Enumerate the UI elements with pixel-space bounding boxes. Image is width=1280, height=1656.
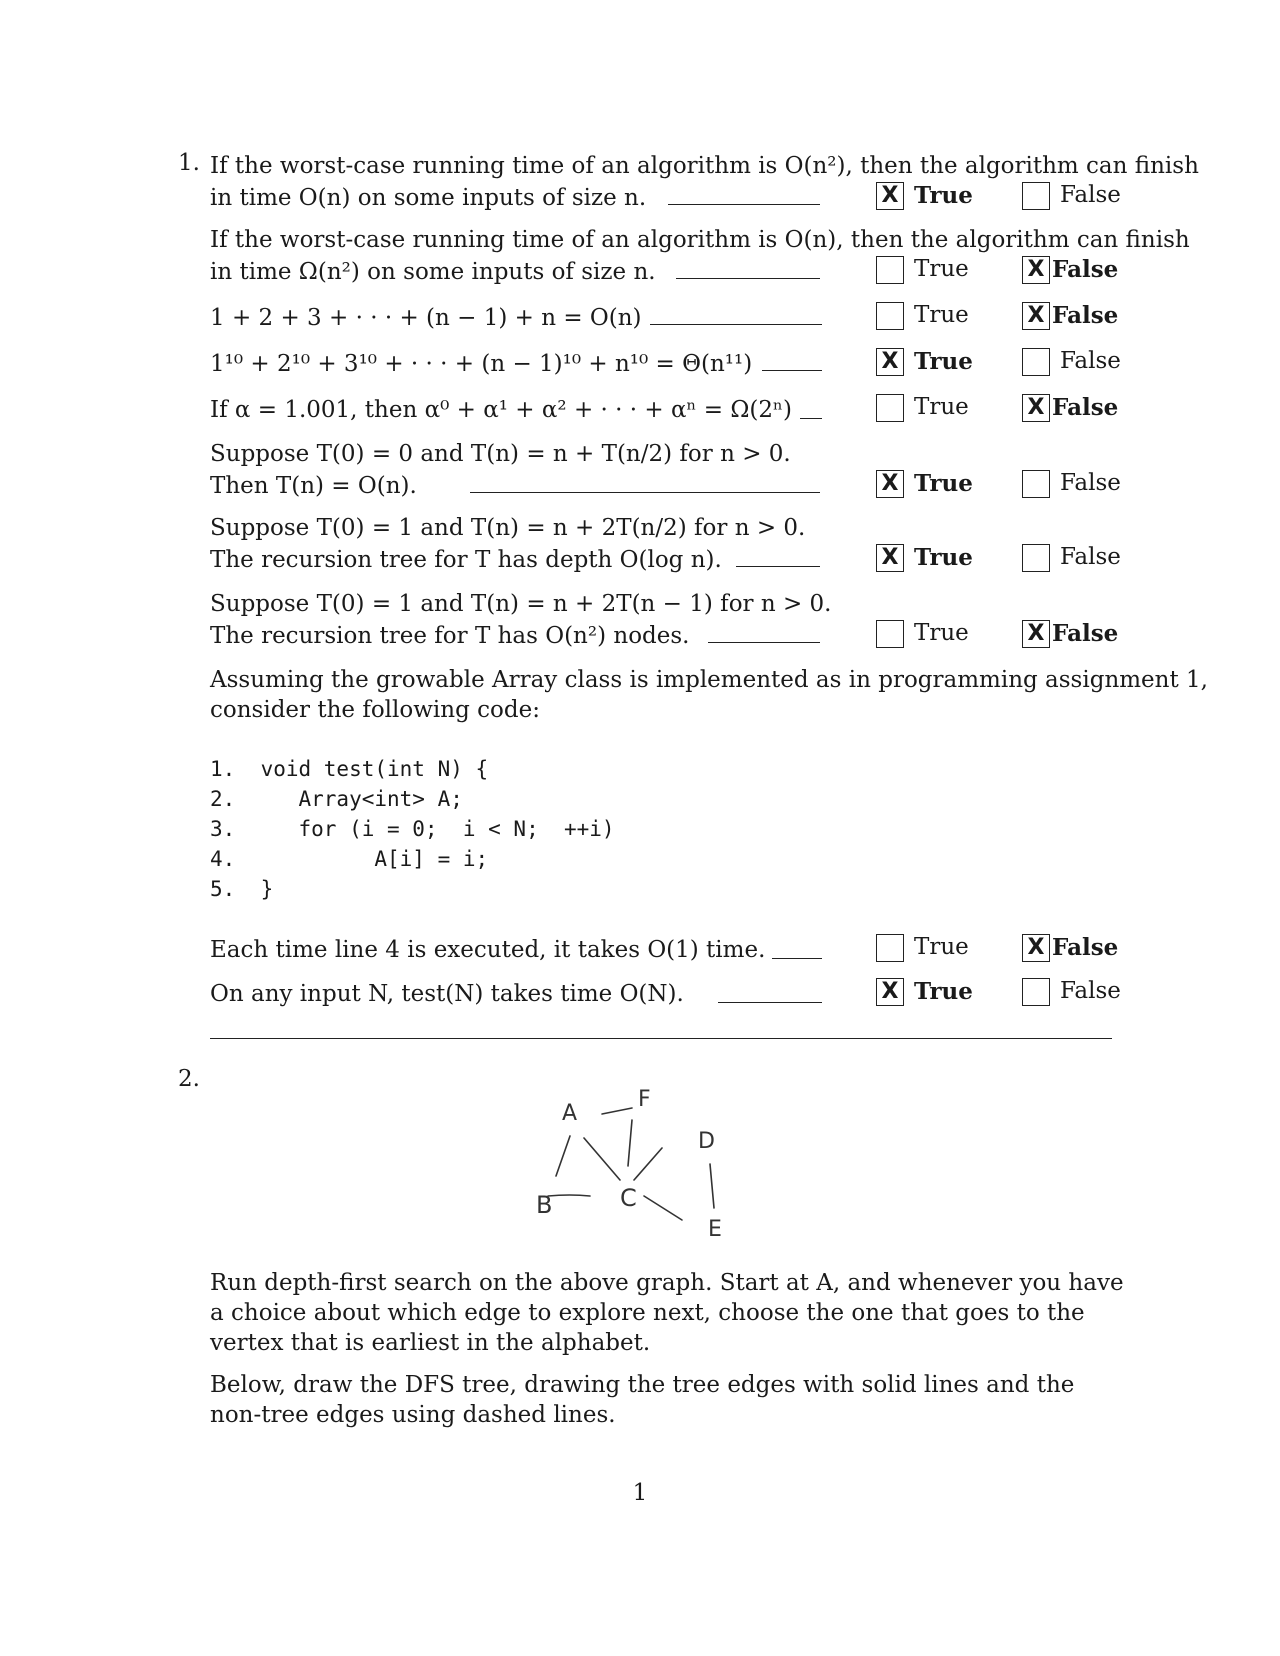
array-intro-line: consider the following code:	[210, 697, 540, 723]
statement-line: If the worst-case running time of an algorithm is O(n²), then the algorithm can finish	[210, 153, 1199, 179]
true-label: True	[914, 182, 973, 209]
graph-edge-a-f	[602, 1108, 632, 1114]
false-label: False	[1052, 934, 1119, 961]
graph-diagram	[520, 1080, 760, 1250]
true-checkbox[interactable]	[876, 256, 904, 284]
statement-line: 1 + 2 + 3 + · · · + (n − 1) + n = O(n)	[210, 305, 642, 331]
false-label: False	[1060, 978, 1121, 1004]
answer-rule	[668, 204, 820, 205]
answer-rule	[772, 958, 822, 959]
true-label: True	[914, 620, 969, 646]
true-label: True	[914, 470, 973, 497]
true-checkbox[interactable]: X	[876, 978, 904, 1006]
false-checkbox[interactable]: X	[1022, 934, 1050, 962]
code-line: 4. A[i] = i;	[210, 847, 489, 871]
graph-edge-c-e	[644, 1196, 682, 1220]
vertex-label-a: A	[562, 1101, 578, 1126]
true-label: True	[914, 544, 973, 571]
statement-line: Suppose T(0) = 1 and T(n) = n + 2T(n/2) for n > 0.	[210, 515, 806, 541]
false-label: False	[1052, 620, 1119, 647]
true-checkbox[interactable]	[876, 394, 904, 422]
statement-line: The recursion tree for T has depth O(log n).	[210, 547, 722, 573]
dfs-instructions: Run depth-first search on the above graph. Start at A, and whenever you have a choice about which edge to explore next, choose the one that goes to the vertex that is earliest in the alphabet.	[210, 1270, 1124, 1356]
vertex-label-f: F	[638, 1087, 651, 1112]
vertex-label-d: D	[698, 1129, 715, 1154]
statement-line: If α = 1.001, then α⁰ + α¹ + α² + · · · + αⁿ = Ω(2ⁿ)	[210, 397, 792, 423]
section-divider	[210, 1038, 1112, 1039]
false-checkbox[interactable]: X	[1022, 302, 1050, 330]
answer-rule	[800, 418, 822, 419]
false-checkbox[interactable]	[1022, 182, 1050, 210]
false-label: False	[1060, 348, 1121, 374]
answer-rule	[676, 278, 820, 279]
answer-rule	[650, 324, 822, 325]
page-number: 1	[632, 1480, 648, 1506]
answer-rule	[708, 642, 820, 643]
dfs-draw-instructions: Below, draw the DFS tree, drawing the tree edges with solid lines and the non-tree edges using dashed lines.	[210, 1372, 1075, 1428]
statement-line: If the worst-case running time of an algorithm is O(n), then the algorithm can finish	[210, 227, 1190, 253]
true-label: True	[914, 348, 973, 375]
question-number: 2.	[178, 1066, 200, 1092]
true-checkbox[interactable]: X	[876, 348, 904, 376]
vertex-label-b: B	[536, 1191, 553, 1219]
graph-edge-a-c	[584, 1138, 620, 1180]
true-checkbox[interactable]	[876, 302, 904, 330]
true-label: True	[914, 394, 969, 420]
graph-edge-b-c	[548, 1195, 590, 1196]
false-checkbox[interactable]: X	[1022, 256, 1050, 284]
answer-rule	[470, 492, 820, 493]
answer-rule	[736, 566, 820, 567]
code-line: 2. Array<int> A;	[210, 787, 463, 811]
true-checkbox[interactable]: X	[876, 470, 904, 498]
code-line: 5. }	[210, 877, 274, 901]
statement-line: Suppose T(0) = 0 and T(n) = n + T(n/2) for n > 0.	[210, 441, 791, 467]
true-checkbox[interactable]	[876, 620, 904, 648]
vertex-label-c: C	[620, 1184, 637, 1212]
false-label: False	[1060, 544, 1121, 570]
statement-line: 1¹⁰ + 2¹⁰ + 3¹⁰ + · · · + (n − 1)¹⁰ + n¹⁰ = Θ(n¹¹)	[210, 351, 753, 377]
array-intro-line: Assuming the growable Array class is implemented as in programming assignment 1,	[210, 667, 1208, 693]
true-checkbox[interactable]	[876, 934, 904, 962]
false-checkbox[interactable]	[1022, 470, 1050, 498]
false-checkbox[interactable]: X	[1022, 394, 1050, 422]
true-label: True	[914, 934, 969, 960]
false-checkbox[interactable]	[1022, 348, 1050, 376]
graph-edge-c-f	[628, 1120, 632, 1166]
false-label: False	[1060, 470, 1121, 496]
false-label: False	[1052, 256, 1119, 283]
false-label: False	[1052, 394, 1119, 421]
false-checkbox[interactable]	[1022, 544, 1050, 572]
false-label: False	[1052, 302, 1119, 329]
answer-rule	[718, 1002, 822, 1003]
false-checkbox[interactable]: X	[1022, 620, 1050, 648]
code-line: 1. void test(int N) {	[210, 757, 489, 781]
statement-line: On any input N, test(N) takes time O(N).	[210, 981, 684, 1007]
statement-line: Suppose T(0) = 1 and T(n) = n + 2T(n − 1) for n > 0.	[210, 591, 832, 617]
true-checkbox[interactable]: X	[876, 544, 904, 572]
statement-line: in time Ω(n²) on some inputs of size n.	[210, 259, 656, 285]
statement-line: Then T(n) = O(n).	[210, 473, 417, 499]
question-number: 1.	[178, 150, 200, 176]
statement-line: The recursion tree for T has O(n²) nodes.	[210, 623, 690, 649]
false-checkbox[interactable]	[1022, 978, 1050, 1006]
true-label: True	[914, 302, 969, 328]
statement-line: Each time line 4 is executed, it takes O(1) time.	[210, 937, 766, 963]
true-checkbox[interactable]: X	[876, 182, 904, 210]
statement-line: in time O(n) on some inputs of size n.	[210, 185, 647, 211]
true-label: True	[914, 256, 969, 282]
graph-edge-a-b	[556, 1136, 570, 1176]
false-label: False	[1060, 182, 1121, 208]
answer-rule	[762, 370, 822, 371]
true-label: True	[914, 978, 973, 1005]
graph-edge-d-e	[710, 1164, 714, 1208]
graph-edge-c-d	[634, 1148, 662, 1180]
code-line: 3. for (i = 0; i < N; ++i)	[210, 817, 615, 841]
vertex-label-e: E	[708, 1217, 722, 1242]
